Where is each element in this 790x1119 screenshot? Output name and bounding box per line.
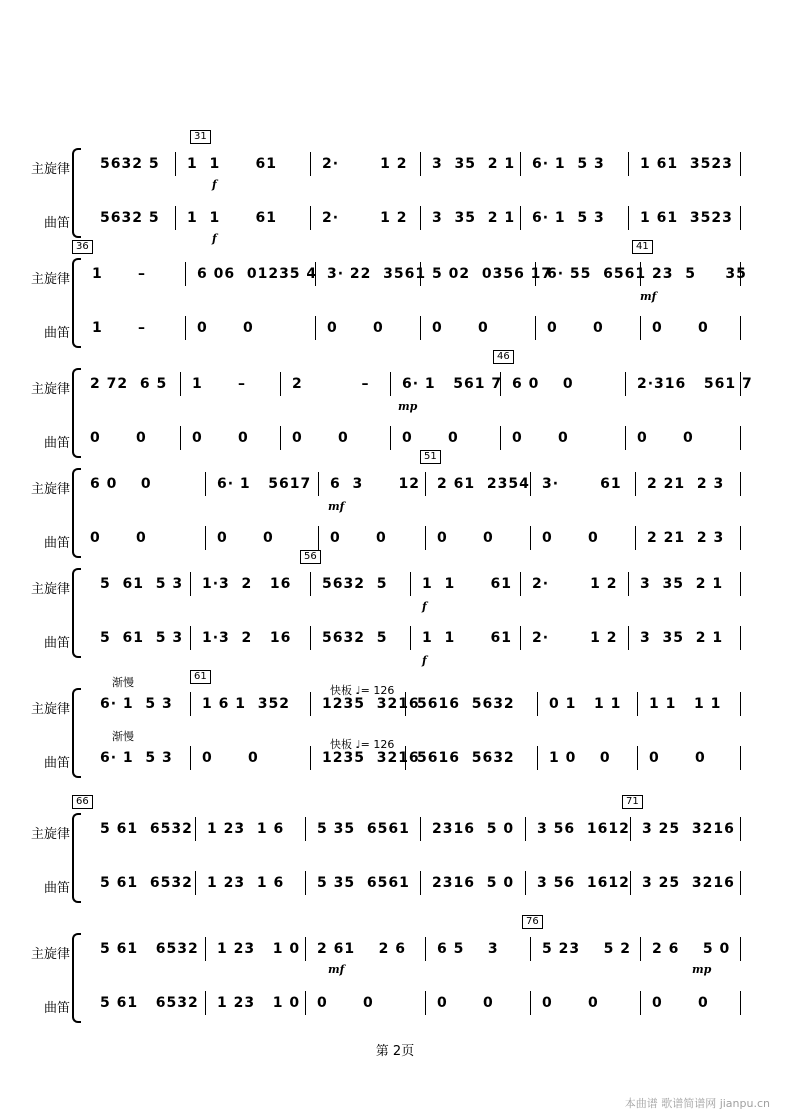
bar-line xyxy=(520,626,521,650)
main-measure: 6 06 01235 4 xyxy=(197,266,318,282)
bar-line xyxy=(640,991,641,1015)
measure-number: 51 xyxy=(420,450,441,464)
system-brace xyxy=(72,688,81,778)
main-measure: 5632 5 xyxy=(100,156,160,172)
system-brace xyxy=(72,148,81,238)
flute-measure: 5 61 5 3 xyxy=(100,630,184,646)
bar-line xyxy=(190,572,191,596)
main-measure: 5 61 5 3 xyxy=(100,576,184,592)
bar-line xyxy=(740,472,741,496)
tempo-marking: 渐慢 xyxy=(112,730,134,743)
dynamic-mark: f xyxy=(422,600,427,613)
bar-line xyxy=(740,206,741,230)
flute-measure: 0 0 xyxy=(512,430,569,446)
main-measure: 1 1 61 xyxy=(187,156,277,172)
flute-measure: 0 0 xyxy=(402,430,459,446)
bar-line xyxy=(640,316,641,340)
flute-measure: 0 0 xyxy=(192,430,249,446)
bar-line xyxy=(425,991,426,1015)
system-brace xyxy=(72,258,81,348)
flute-measure: 0 0 xyxy=(437,530,494,546)
bar-line xyxy=(637,746,638,770)
flute-measure: 1 0 0 xyxy=(549,750,611,766)
main-measure: 1 23 1 0 xyxy=(217,941,301,957)
bar-line xyxy=(635,526,636,550)
part-label-flute: 曲笛 xyxy=(43,216,70,231)
bar-line xyxy=(740,572,741,596)
measure-number: 46 xyxy=(493,350,514,364)
flute-measure: 0 0 xyxy=(542,530,599,546)
score-system xyxy=(0,351,790,470)
flute-measure: 0 0 xyxy=(90,530,147,546)
measure-number: 36 xyxy=(72,240,93,254)
flute-measure: 0 0 xyxy=(542,995,599,1011)
main-measure: 6 0 0 xyxy=(512,376,574,392)
bar-line xyxy=(635,472,636,496)
bar-line xyxy=(310,692,311,716)
flute-measure: 0 0 xyxy=(317,995,374,1011)
main-measure: 2· 1 2 xyxy=(532,576,618,592)
flute-measure: 2· 1 2 xyxy=(322,210,408,226)
bar-line xyxy=(180,426,181,450)
bar-line xyxy=(530,526,531,550)
measure-number: 61 xyxy=(190,670,211,684)
flute-measure: 1 61 3523 xyxy=(640,210,733,226)
main-measure: 1 – xyxy=(192,376,246,392)
part-label-flute: 曲笛 xyxy=(43,1001,70,1016)
dynamic-mark: mp xyxy=(692,963,712,976)
bar-line xyxy=(740,746,741,770)
bar-line xyxy=(740,526,741,550)
bar-line xyxy=(640,937,641,961)
flute-measure: 5 61 6532 xyxy=(100,875,193,891)
bar-line xyxy=(310,572,311,596)
flute-measure: 1·3 2 16 xyxy=(202,630,292,646)
main-measure: 1 61 3523 xyxy=(640,156,733,172)
main-measure: 2 72 6 5 xyxy=(90,376,168,392)
bar-line xyxy=(525,817,526,841)
flute-measure: 1 – xyxy=(92,320,146,336)
bar-line xyxy=(425,472,426,496)
bar-line xyxy=(305,871,306,895)
flute-measure: 0 0 xyxy=(217,530,274,546)
score-system xyxy=(0,131,790,250)
main-measure: 0 1 1 1 xyxy=(549,696,622,712)
part-label-main: 主旋律 xyxy=(30,947,70,962)
part-label-main: 主旋律 xyxy=(30,582,70,597)
main-measure: 1 1 61 xyxy=(422,576,512,592)
bar-line xyxy=(637,692,638,716)
main-measure: 3· 22 3561 xyxy=(327,266,427,282)
part-label-flute: 曲笛 xyxy=(43,636,70,651)
main-measure: 1 – xyxy=(92,266,146,282)
system-brace xyxy=(72,933,81,1023)
flute-measure: 1 23 1 0 xyxy=(217,995,301,1011)
bar-line xyxy=(537,746,538,770)
flute-measure: 5616 5632 xyxy=(417,750,515,766)
main-measure: 6 5 3 xyxy=(437,941,499,957)
flute-measure: 6· 1 5 3 xyxy=(100,750,173,766)
bar-line xyxy=(315,316,316,340)
bar-line xyxy=(410,572,411,596)
bar-line xyxy=(280,372,281,396)
measure-number: 41 xyxy=(632,240,653,254)
tempo-marking: 渐慢 xyxy=(112,676,134,689)
score-system xyxy=(0,671,790,790)
bar-line xyxy=(180,372,181,396)
bar-line xyxy=(318,526,319,550)
flute-measure: 0 0 xyxy=(637,430,694,446)
flute-measure: 0 0 xyxy=(652,320,709,336)
bar-line xyxy=(425,937,426,961)
bar-line xyxy=(625,372,626,396)
bar-line xyxy=(628,206,629,230)
flute-measure: 0 0 xyxy=(330,530,387,546)
bar-line xyxy=(280,426,281,450)
score-system xyxy=(0,916,790,1035)
main-measure: 5 61 6532 xyxy=(100,941,199,957)
bar-line xyxy=(740,626,741,650)
bar-line xyxy=(175,206,176,230)
bar-line xyxy=(740,316,741,340)
measure-number: 76 xyxy=(522,915,543,929)
part-label-flute: 曲笛 xyxy=(43,326,70,341)
main-measure: 2 61 2354 xyxy=(437,476,530,492)
flute-measure: 0 0 xyxy=(327,320,384,336)
bar-line xyxy=(420,152,421,176)
flute-measure: 0 0 xyxy=(432,320,489,336)
bar-line xyxy=(420,817,421,841)
flute-measure: 3 25 3216 xyxy=(642,875,735,891)
bar-line xyxy=(318,472,319,496)
flute-measure: 3 56 1612 xyxy=(537,875,630,891)
main-measure: 3 35 2 1 xyxy=(432,156,516,172)
bar-line xyxy=(628,152,629,176)
bar-line xyxy=(205,937,206,961)
measure-number: 71 xyxy=(622,795,643,809)
main-measure: 2· 1 2 xyxy=(322,156,408,172)
bar-line xyxy=(305,817,306,841)
dynamic-mark: mp xyxy=(398,400,418,413)
bar-line xyxy=(628,572,629,596)
main-measure: 6· 1 561 7 xyxy=(402,376,503,392)
main-measure: 3 56 1612 xyxy=(537,821,630,837)
main-measure: 6 0 0 xyxy=(90,476,152,492)
flute-measure: 1 23 1 6 xyxy=(207,875,285,891)
part-label-main: 主旋律 xyxy=(30,162,70,177)
bar-line xyxy=(530,937,531,961)
main-measure: 5 23 5 2 xyxy=(542,941,631,957)
bar-line xyxy=(410,626,411,650)
main-measure: 5616 5632 xyxy=(417,696,515,712)
flute-measure: 1 1 61 xyxy=(187,210,277,226)
main-measure: 2 – xyxy=(292,376,370,392)
main-measure: 2 61 2 6 xyxy=(317,941,406,957)
bar-line xyxy=(205,472,206,496)
part-label-main: 主旋律 xyxy=(30,702,70,717)
measure-number: 66 xyxy=(72,795,93,809)
bar-line xyxy=(205,526,206,550)
flute-measure: 3 35 2 1 xyxy=(432,210,516,226)
main-measure: 2 21 2 3 xyxy=(647,476,725,492)
flute-measure: 2316 5 0 xyxy=(432,875,515,891)
bar-line xyxy=(630,871,631,895)
flute-measure: 5632 5 xyxy=(322,630,388,646)
bar-line xyxy=(420,206,421,230)
flute-measure: 0 0 xyxy=(649,750,706,766)
speed-marking: 快板 ♩= 126 xyxy=(330,738,395,751)
flute-measure: 5 61 6532 xyxy=(100,995,199,1011)
part-label-main: 主旋律 xyxy=(30,827,70,842)
bar-line xyxy=(420,871,421,895)
main-measure: 1·3 2 16 xyxy=(202,576,292,592)
part-label-flute: 曲笛 xyxy=(43,881,70,896)
main-measure: 5 02 0356 17 xyxy=(432,266,553,282)
main-measure: 3 25 3216 xyxy=(642,821,735,837)
bar-line xyxy=(525,871,526,895)
bar-line xyxy=(185,262,186,286)
flute-measure: 6· 1 5 3 xyxy=(532,210,605,226)
flute-measure: 2 21 2 3 xyxy=(647,530,725,546)
bar-line xyxy=(520,152,521,176)
bar-line xyxy=(537,692,538,716)
part-label-main: 主旋律 xyxy=(30,482,70,497)
bar-line xyxy=(500,426,501,450)
bar-line xyxy=(305,991,306,1015)
bar-line xyxy=(305,937,306,961)
dynamic-mark: f xyxy=(422,654,427,667)
bar-line xyxy=(740,817,741,841)
bar-line xyxy=(310,206,311,230)
bar-line xyxy=(530,472,531,496)
page-number: 第 2页 xyxy=(375,1044,415,1059)
main-measure: 6· 55 6561 xyxy=(547,266,647,282)
bar-line xyxy=(195,871,196,895)
main-measure: 5 35 6561 xyxy=(317,821,410,837)
bar-line xyxy=(205,991,206,1015)
flute-measure: 0 0 xyxy=(197,320,254,336)
system-brace xyxy=(72,468,81,558)
flute-measure: 0 0 xyxy=(652,995,709,1011)
flute-measure: 5 35 6561 xyxy=(317,875,410,891)
score-system xyxy=(0,551,790,670)
main-measure: 6· 1 5 3 xyxy=(532,156,605,172)
part-label-main: 主旋律 xyxy=(30,272,70,287)
score-system xyxy=(0,451,790,570)
bar-line xyxy=(740,871,741,895)
flute-measure: 2· 1 2 xyxy=(532,630,618,646)
bar-line xyxy=(740,692,741,716)
flute-measure: 0 0 xyxy=(292,430,349,446)
bar-line xyxy=(625,426,626,450)
main-measure: 5632 5 xyxy=(322,576,388,592)
bar-line xyxy=(190,626,191,650)
bar-line xyxy=(175,152,176,176)
main-measure: 3 35 2 1 xyxy=(640,576,724,592)
flute-measure: 5632 5 xyxy=(100,210,160,226)
main-measure: 2·316 561 7 xyxy=(637,376,753,392)
bar-line xyxy=(740,426,741,450)
bar-line xyxy=(310,746,311,770)
main-measure: 1 6 1 352 xyxy=(202,696,290,712)
main-measure: 6· 1 5617 xyxy=(217,476,312,492)
bar-line xyxy=(425,526,426,550)
dynamic-mark: mf xyxy=(328,963,345,976)
main-measure: 23 5 35 xyxy=(652,266,747,282)
flute-measure: 0 0 xyxy=(437,995,494,1011)
bar-line xyxy=(190,692,191,716)
part-label-flute: 曲笛 xyxy=(43,536,70,551)
score-system xyxy=(0,241,790,360)
bar-line xyxy=(520,206,521,230)
bar-line xyxy=(195,817,196,841)
bar-line xyxy=(740,937,741,961)
watermark: 本曲谱 歌谱简谱网 jianpu.cn xyxy=(624,1097,770,1110)
bar-line xyxy=(310,626,311,650)
flute-measure: 0 0 xyxy=(547,320,604,336)
bar-line xyxy=(390,372,391,396)
bar-line xyxy=(740,991,741,1015)
flute-measure: 1235 3216 xyxy=(322,750,420,766)
system-brace xyxy=(72,368,81,458)
bar-line xyxy=(535,316,536,340)
bar-line xyxy=(185,316,186,340)
bar-line xyxy=(520,572,521,596)
dynamic-mark: f xyxy=(212,232,217,245)
flute-measure: 0 0 xyxy=(202,750,259,766)
score-system xyxy=(0,796,790,915)
bar-line xyxy=(420,316,421,340)
system-brace xyxy=(72,568,81,658)
part-label-main: 主旋律 xyxy=(30,382,70,397)
measure-number: 31 xyxy=(190,130,211,144)
bar-line xyxy=(530,991,531,1015)
main-measure: 5 61 6532 xyxy=(100,821,193,837)
main-measure: 6· 1 5 3 xyxy=(100,696,173,712)
main-measure: 1 1 1 1 xyxy=(649,696,722,712)
system-brace xyxy=(72,813,81,903)
flute-measure: 0 0 xyxy=(90,430,147,446)
bar-line xyxy=(740,152,741,176)
bar-line xyxy=(310,152,311,176)
bar-line xyxy=(390,426,391,450)
bar-line xyxy=(190,746,191,770)
bar-line xyxy=(628,626,629,650)
main-measure: 6 3 12 xyxy=(330,476,420,492)
dynamic-mark: mf xyxy=(328,500,345,513)
flute-measure: 3 35 2 1 xyxy=(640,630,724,646)
dynamic-mark: f xyxy=(212,178,217,191)
main-measure: 2 6 5 0 xyxy=(652,941,731,957)
part-label-flute: 曲笛 xyxy=(43,756,70,771)
main-measure: 3· 61 xyxy=(542,476,622,492)
main-measure: 1 23 1 6 xyxy=(207,821,285,837)
bar-line xyxy=(630,817,631,841)
dynamic-mark: mf xyxy=(640,290,657,303)
main-measure: 1235 3216 xyxy=(322,696,420,712)
main-measure: 2316 5 0 xyxy=(432,821,515,837)
part-label-flute: 曲笛 xyxy=(43,436,70,451)
measure-number: 56 xyxy=(300,550,321,564)
flute-measure: 1 1 61 xyxy=(422,630,512,646)
speed-marking: 快板 ♩= 126 xyxy=(330,684,395,697)
